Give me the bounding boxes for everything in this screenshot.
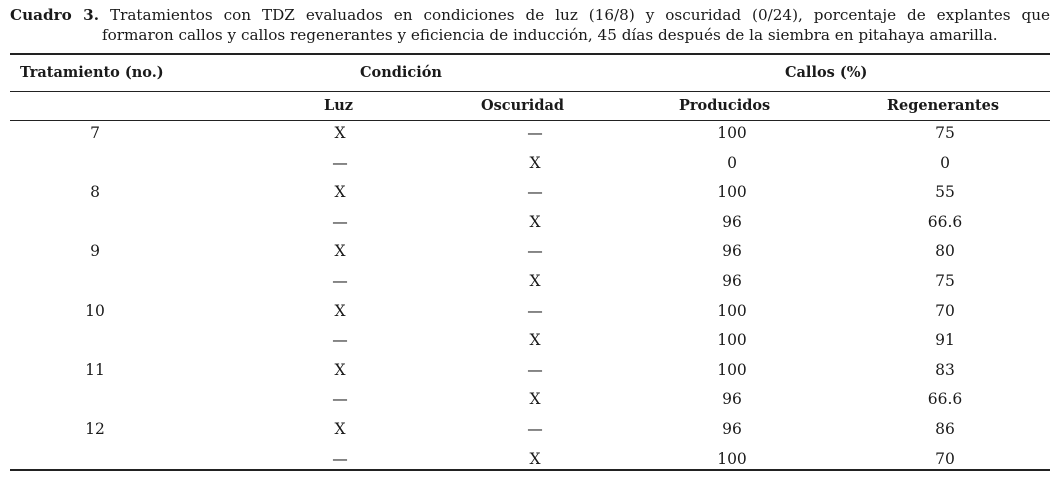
cell-producidos: 96 <box>722 420 742 438</box>
header-divider-rule <box>10 91 1050 92</box>
cell-regenerantes: 80 <box>935 242 955 261</box>
cell-oscuridad: X <box>529 449 541 468</box>
caption-line-1 <box>10 5 1050 25</box>
cell-oscuridad: X <box>529 272 541 290</box>
cell-producidos: 96 <box>722 242 742 261</box>
cell-regenerantes: 55 <box>935 183 955 202</box>
header-luz: Luz <box>324 97 353 114</box>
cell-tratamiento: 12 <box>85 420 105 438</box>
cell-producidos: 100 <box>717 360 747 379</box>
cell-regenerantes: 91 <box>935 331 955 350</box>
header-tratamiento: Tratamiento (no.) <box>20 64 164 81</box>
table-bottom-rule <box>10 469 1050 471</box>
cell-regenerantes: 83 <box>935 360 955 379</box>
cell-luz: — <box>332 212 348 231</box>
cell-luz: X <box>334 242 346 261</box>
cell-tratamiento: 11 <box>85 360 105 379</box>
cell-oscuridad: X <box>529 153 541 172</box>
cell-producidos: 100 <box>717 331 747 350</box>
header-condicion: Condición <box>360 64 442 81</box>
cell-producidos: 96 <box>722 212 742 231</box>
cell-oscuridad: — <box>527 183 543 202</box>
cell-oscuridad: X <box>529 331 541 350</box>
header-bottom-rule <box>10 120 1050 121</box>
cell-regenerantes: 86 <box>935 420 955 438</box>
cell-tratamiento: 7 <box>90 124 100 142</box>
cell-regenerantes: 75 <box>935 272 955 290</box>
cell-producidos: 96 <box>722 272 742 290</box>
cell-oscuridad: — <box>527 360 543 379</box>
cell-luz: — <box>332 272 348 290</box>
cell-luz: X <box>334 420 346 438</box>
cell-regenerantes: 70 <box>935 449 955 468</box>
cell-producidos: 0 <box>727 153 737 172</box>
cell-oscuridad: X <box>529 390 541 409</box>
cell-tratamiento: 8 <box>90 183 100 202</box>
cell-oscuridad: — <box>527 301 543 320</box>
cell-producidos: 100 <box>717 449 747 468</box>
cell-luz: X <box>334 183 346 202</box>
cell-luz: — <box>332 390 348 409</box>
caption-text-1: Tratamientos con TDZ evaluados en condiciones de luz (16/8) y oscuridad (0/24), porcentaje de explantes que <box>109 6 1050 24</box>
header-oscuridad: Oscuridad <box>481 97 564 114</box>
table-caption <box>10 5 1050 45</box>
table-top-rule <box>10 53 1050 55</box>
header-producidos: Producidos <box>679 97 771 114</box>
cell-regenerantes: 75 <box>935 124 955 142</box>
cell-producidos: 100 <box>717 124 747 142</box>
cell-regenerantes: 70 <box>935 301 955 320</box>
cell-oscuridad: X <box>529 212 541 231</box>
cell-producidos: 100 <box>717 301 747 320</box>
cell-oscuridad: — <box>527 124 543 142</box>
caption-text-2: formaron callos y callos regenerantes y eficiencia de inducción, 45 días después de la siembra en pitahaya amarilla. <box>102 26 998 44</box>
cell-oscuridad: — <box>527 420 543 438</box>
cell-luz: X <box>334 301 346 320</box>
cell-regenerantes: 66.6 <box>927 390 963 409</box>
header-regenerantes: Regenerantes <box>887 97 1000 114</box>
cell-oscuridad: — <box>527 242 543 261</box>
cell-tratamiento: 9 <box>90 242 100 261</box>
cell-luz: — <box>332 449 348 468</box>
cell-tratamiento: 10 <box>85 301 105 320</box>
caption-label: Cuadro 3. <box>10 6 99 24</box>
header-callos: Callos (%) <box>785 64 868 81</box>
cell-luz: X <box>334 360 346 379</box>
cell-producidos: 96 <box>722 390 742 409</box>
cell-luz: — <box>332 153 348 172</box>
cell-producidos: 100 <box>717 183 747 202</box>
cell-regenerantes: 66.6 <box>927 212 963 231</box>
cell-luz: — <box>332 331 348 350</box>
cell-luz: X <box>334 124 346 142</box>
cell-regenerantes: 0 <box>940 153 950 172</box>
